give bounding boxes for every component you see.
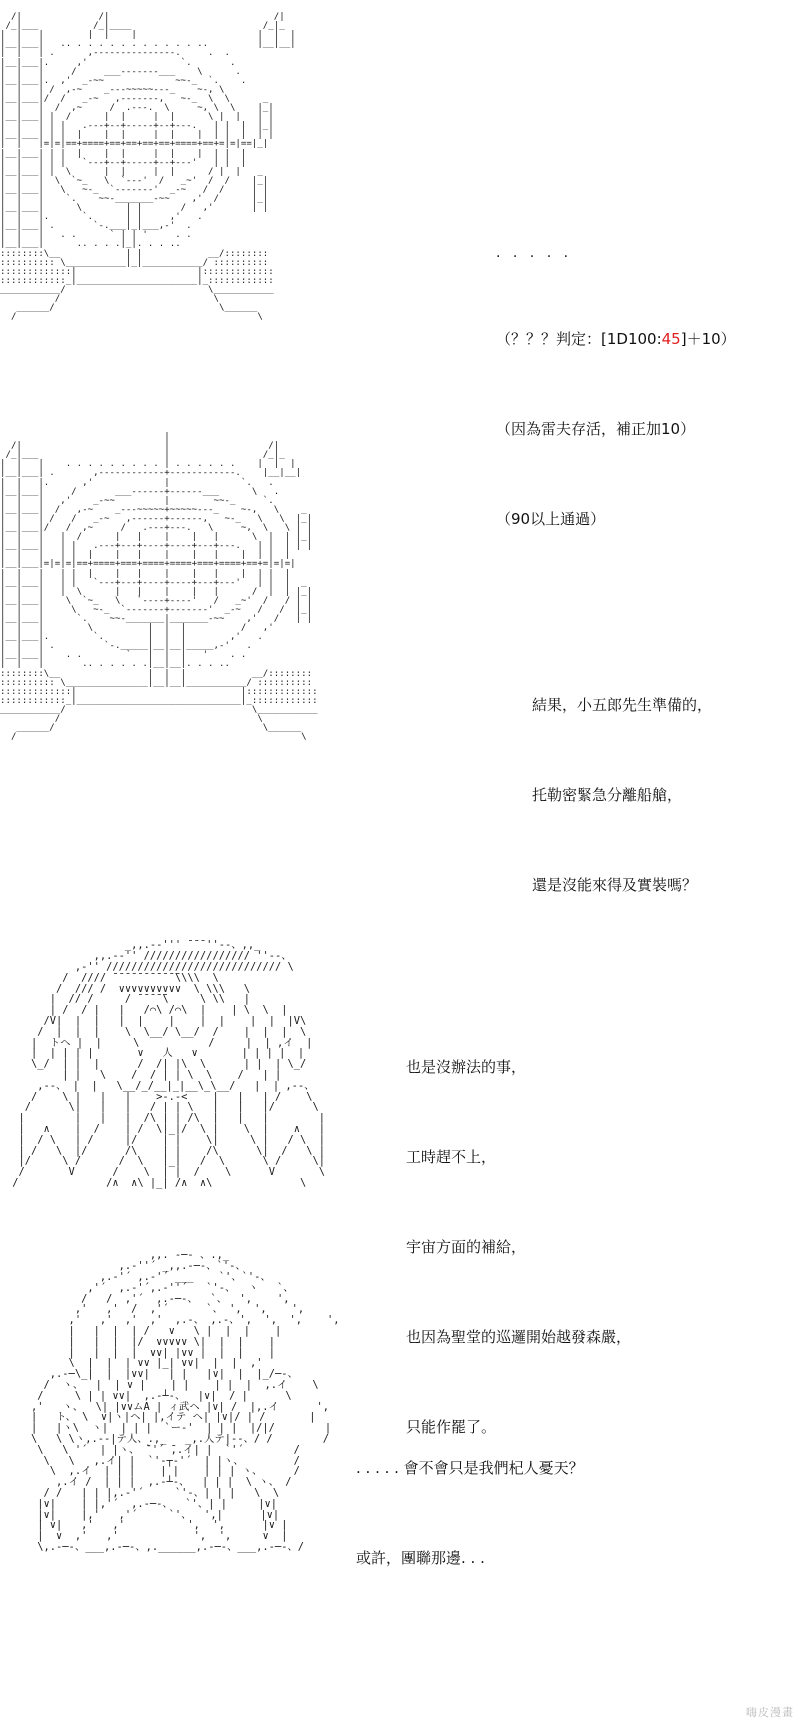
dialogue-2-line-1: 結果，小五郎先生準備的，	[532, 696, 713, 714]
dialogue-3-line-3: 宇宙方面的補給，	[406, 1238, 527, 1256]
roll-suffix: ]＋10）	[680, 330, 736, 348]
dialogue-1-roll-line	[496, 324, 736, 354]
dialogue-1-dots: . . . . .	[496, 245, 573, 261]
dialogue-3-line-5: 只能作罷了。	[406, 1418, 497, 1436]
dialogue-1-note-1: （因為雷夫存活，補正加10）	[496, 420, 696, 438]
dialogue-4-line-2: 或許，團聯那邊. . .	[356, 1549, 485, 1567]
dialogue-4	[356, 1393, 584, 1633]
dialogue-2	[532, 630, 712, 960]
dialogue-3-line-2: 工時趕不上，	[406, 1148, 497, 1166]
panel-1-ascii-art: /| /| /| /_|___ /_|____ /_|_ | | | | | | | | | |__|___| .. . . . . . . . . . . . .. |__|__| | | | . ,---------------. . . |__|___|. ,' `. . | | | / ___-------___ \ . |__|___|. ,' _-~~ ~~-_ `. . | | | / ,-~ _---~~~~~---_ ~-, \ |__|___|/ / _-~ ,-------, ~-_ \ \ _ | | | / ,~ / .---. \ ~, \ \ |_| |__|___| | / | | | | \ | | | | | | | | | .---+--+-----+--+---. | | | |_| |__|___| | | | | | | | | | | | | | | | |=|=|==+====+==+==+==+==+====+==+=|=|==|_| |__|___| | | | | | | | | | | | | | | | | `---+--+-----+--+---' | | | |__|___| | \ | | | | / | | _ | | | \ `~_ \ `---' / _~' / / |_| |__|___| \ ~-_ `-------' _-~ / / | | | | | `. ~~-_______-~~ ,' / |_| |__|___| \ | | / ,' | | | | |. `. | | ,' . |__|___| . `-.___|_|___,-' . | | | . . ` | | ' . . |__|___| .. . . .|_|. . . .. ::::::::\__ | | __/:::::::: :::::::::: \___________|_|___________/ :::::::::: :::::::::::::| |::::::::::::: ::::::::::::_|______________________|_:::::::::::: ___________/ \___________ / \ ______/ \______ / \	[0, 12, 296, 323]
dialogue-2-line-3: 還是沒能來得及實裝嗎？	[532, 876, 698, 894]
roll-prefix: （？？？判定：[1D100:	[496, 330, 662, 348]
dialogue-4-line-1: . . . . . 會不會只是我們杞人憂天？	[356, 1459, 584, 1477]
panel-2-ascii-art: | /| | /| /_|___ | /_|_ | | | . . . . . . . . . | . . . . . . | | | |__|___| . ,------------+------------. |__|__| | | |. ,' | `. . |__|___| / ___------+------___ \ . | | | ,' _-~~ | ~~-_ `. |__|___| / ,-~ _---~~~~~+~~~~~---_ ~-, \ _ | | | / / _-~ ,------+------, ~-_ \ \ |_| |__|___|/ / ,~ / .---+---. \ ~, \ \ | | | | | | / | | | | | \ | | |_| |__|___| | | .---+---+----+----+---+---. | | | | | | | | | | | | | | | | | | | | |__|___|=|=|=|==+====+===+====+====+===+====+==+=|=|=| | | | | | | | | | | | | | | | |__|___| | | `---+---+----+----+---+---' | | | _ | | | | \ | | | | | / | | |_| |__|___| \ `~_ \ `----+----' / _~' / / | | | | | \ ~-_ `-------+-------' _-~ / / |_| |__|___| `. ~~-_______|_______-~~ ,' / | | | | | \ | | | / ,' |__|___|. `. | | | ,' . | | | . `-._____|__|__|_____,-' . |__|___| . . ` | | | ' . . | | | .. . . . . .|__|__|. . . .. ::::::::\__ | | | __/:::::::: :::::::::: \_______________|__|__|___________/ :::::::::: :::::::::::::| |::::::::::::: ::::::::::::_|______________________________|_:::::::::::: ___________/ \___________ / \ ______/ \______ / \	[0, 432, 318, 743]
dialogue-1	[496, 182, 736, 594]
panel-4-ascii-art: ,,. -─- 、.,_ ,.‐''´ _,,.-─-、`'‐、 ,.‐'´ ,.‐'´ ___ `'、`'‐、 ,'´ ,.‐'´,.-''´ `'-、 ヽ `、 / / ,'´ ,.-─-、 `、 ', ', ,' ,' / ,'´ `、 ', ', ', ,' ,' ,' ,' ,.-、 ,.-、', ', ', ', | | | | / ∨ \ | | | | | | | |/ ∨∨∨∨∨ \| | | | | | | | ∨∨| |∨∨ | | | | \ | | | ∨∨ |_| ∨∨| | | ,' ,.-─\_| | |∨∨| | | |∨| | |_/─-、 / ヽ、 | | ∨ | | | | | | ,.イ \ / \ | | ∨∨| ,.-┴-、 |∨| / | \ ,' ヽ、 \| |∨∨ムA | ィ武ヘ |∨| / |,.イ ', | ト、 \ ∨|ヽ|ヘ| |,イテ ヘ| |∨|/ | / | | |ヽ\ ヽ| | | | `ー‐' | | | |/|/ | \ \ \ヽ,.-‐|テ人、.,_ _,.人テ|‐-、/ / / \ \ '´ | |ヽ、 ̄`'´ ̄,.イ| | `'´ / \ \ ,.イ| | `'‐┬‐'´ | |ヽ、 / \ ,.イ | | | | | | | | ヽ、 / ,.イ / | | | ,.-┴-、 | | | \ ヽ、 / / / | | |,.‐'´ `'‐、| | | \ \ |∨| | |,'´ ,.-─-、 `'、| | |∨| |∨| |,' ,'´ `'、 ',| |∨| | ∨| ,' ,' ', ', |∨ | | ∨ ,' ,' ', ', ∨ | \,.-─-、___,.-─-、,.______,.-─-、___,.-─-、/	[31, 1249, 340, 1553]
dialogue-3-line-4: 也因為聖堂的巡邏開始越發森嚴，	[406, 1328, 632, 1346]
dialogue-3-line-1: 也是沒辦法的事，	[406, 1058, 527, 1076]
dialogue-2-line-2: 托勒密緊急分離船艙，	[532, 786, 683, 804]
panel-3-ascii-art: _,,.-‐''' ̄ ̄ ̄ ''‐-、,,_ ,,.-‐'' ///////////////// ''‐-、 ,‐'' //////////////////////////// \ / //// ̄ ̄ ̄ ̄ ̄ ̄ ̄ ̄ ̄ ̄ ̄\\\\ \ / /// / ∨∨∨∨∨∨∨∨∨∨ \ \\\ \ | // / / ̄ ̄ ̄ ̄ ̄\ \ \\ | | / / | | /⌒\ /⌒\ | | \ \ | /V| | | | | | | | | | |V\ / | | | \ \__/ \__/ / | | | \ | トヘ | | \ / | | ,イ | | | | | | ∨ 人 ∨ | | | | | \_/ | | | / /| |\ \ | | | \_/ | | \ / / | | \ \ / | | ,‐-、 | | \__/_/__|_|__\_\__/ | | ,‐-、 / \ | | | >-.-< | | | / \ / \| | | / | | \ | | |/ \ | | | | /\ | | /\ | | | | | ∧ | / | / \|_|/ \ | \ | ∧ | | / \ | / |/ | | \| \ | / \ | | / \ |/ /\ | | /\ \| / \ | |/ \ / / \ |_| / \ \ / \| / V / \ | | / \ V \ / /∧ ∧\ |_| /∧ ∧\ \	[12, 939, 326, 1189]
watermark: 嗨皮漫畫	[746, 1706, 794, 1719]
roll-value: 45	[661, 330, 681, 348]
dialogue-1-note-2: （90以上通過）	[496, 510, 606, 528]
